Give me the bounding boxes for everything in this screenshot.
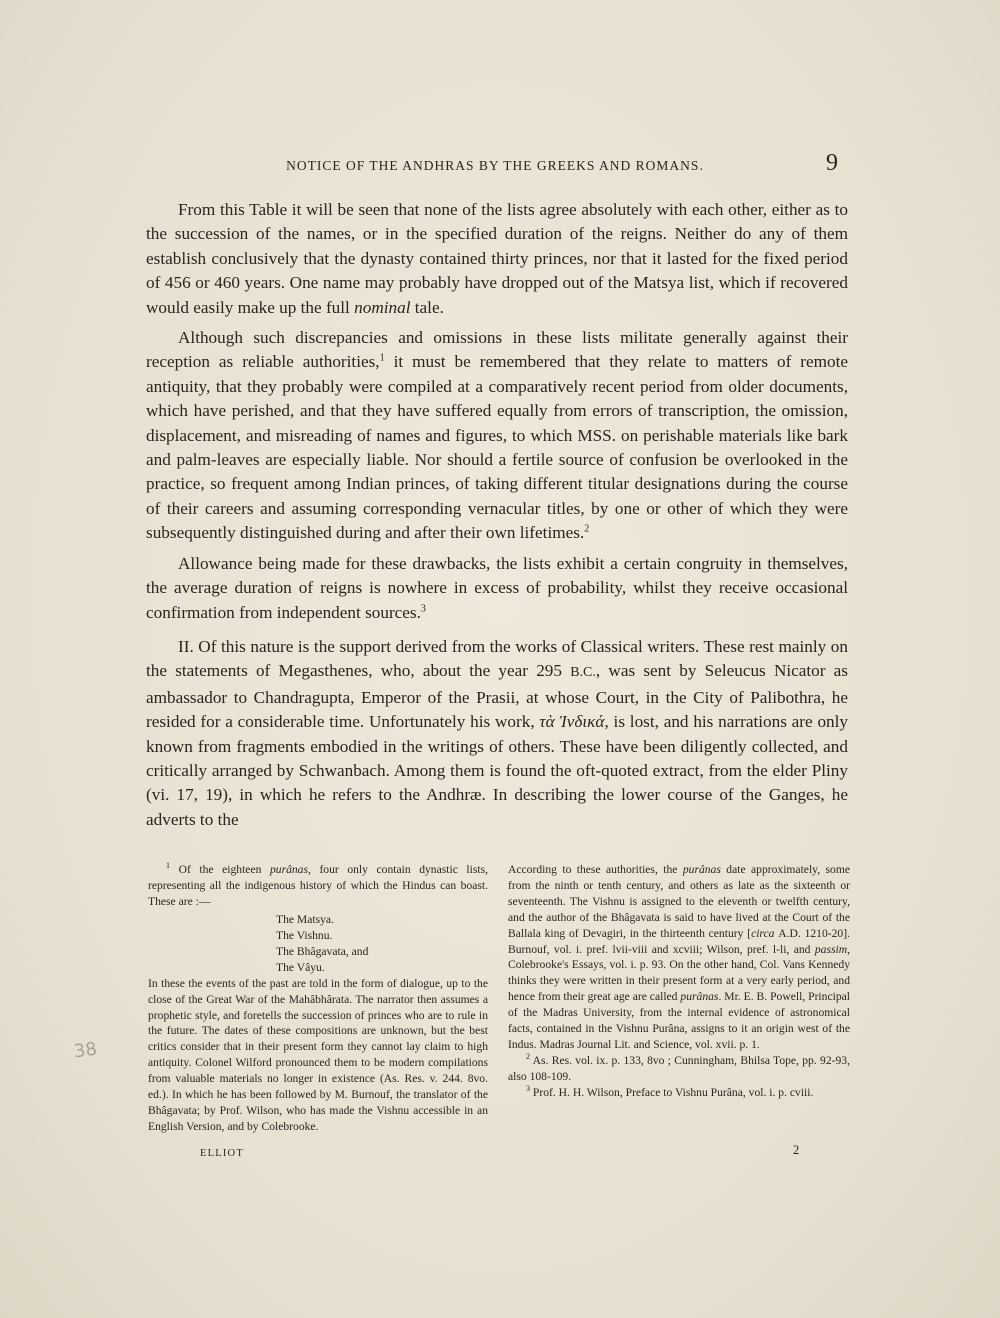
footnote-1-cont-text-a: According to these authorities, the xyxy=(508,863,678,876)
footnote-ref-2: 2 xyxy=(584,523,590,535)
paragraph-3 xyxy=(146,552,848,625)
footnote-1-text-b: , four only contain dynastic lists, representing all the indigenous history of which the Hindus can boast. These are :— xyxy=(148,863,488,908)
footnote-1-cont-puranas: purânas xyxy=(682,863,721,876)
paragraph-2-text-a: Although such discrepancies and omissions in these lists militate generally against their reception as reliable authorities, xyxy=(146,328,848,372)
footnote-1-cont-text-d: , Colebrooke's Essays, vol. i. p. 93. On the other hand, Col. Vans Kennedy thinks they were written in their present form at a very early period, and hence from their great age are called xyxy=(508,942,850,1004)
paragraph-2 xyxy=(146,326,848,546)
footnote-1-cont-circa: circa xyxy=(751,926,775,940)
paragraph-1-end: tale. xyxy=(414,297,444,317)
footnote-1 xyxy=(148,862,488,910)
footnote-3 xyxy=(508,1085,850,1101)
greek-title: τὰ Ἰνδικά xyxy=(539,712,605,732)
footnote-1-continued: In these the events of the past are told in the form of dialogue, up to the close of the Great War of the Mahâbhârata. The narrator then assumes a prophetic style, and foretells the succession of princes who are to rule in the future. The dates of these compositions are unknown, but the best critics consider that in their present form they cannot lay claim to high antiquity. Colonel Wilford pronounced them to be modern compilations from valuable materials no longer in existence (As. Res. v. 244. 8vo. ed.). In which he has been followed by M. Burnouf, the translator of the Bhâgavata; by Prof. Wilson, who has made the Vishnu accessible in an English Version, and by Colebrooke. xyxy=(148,976,488,1133)
footnote-2-mark: 2 xyxy=(526,1052,530,1062)
footnote-1-cont-text-c: 1210-20]. Burnouf, vol. i. pref. lvii-viii and xcviii; Wilson, pref. l-li, and xyxy=(508,926,850,956)
sheet-number: 2 xyxy=(793,1143,800,1157)
purana-list-item: The Bhâgavata, and xyxy=(276,944,369,958)
emphasis-nominal: nominal xyxy=(354,297,411,317)
footnote-1-text-a: Of the eighteen xyxy=(178,863,262,876)
pencil-annotation: 38 xyxy=(72,1038,99,1063)
paragraph-1 xyxy=(146,198,848,320)
running-title: NOTICE OF THE ANDHRAS BY THE GREEKS AND ROMANS. xyxy=(286,158,704,173)
paragraph-2-text-b: it must be remembered that they relate to matters of remote antiquity, that they probably were compiled at a comparatively recent period from older documents, which have perished, and that they have suffered equally from errors of transcription, the omission, displacement, and misreading of names and figures, to which MSS. on perishable materials like bark and palm-leaves are especially liable. Nor should a fertile source of confusion be overlooked in the practice, so frequent among Indian princes, of taking different titular designations during the course of their careers and assuming corresponding vernacular titles, by one or other of which they were subsequently distinguished during and after their own lifetimes. xyxy=(146,352,849,543)
bc-abbrev: B.C. xyxy=(570,665,596,681)
printer-signature: ELLIOT xyxy=(200,1148,244,1159)
paragraph-4-text-b: , was sent by Seleucus Nicator as ambassador to Chandragupta, Emperor of the Prasii, at whose Court, in the City of Palibothra, he resided for a considerable time. Unfortunately his work, xyxy=(146,661,849,732)
footnotes-left-column xyxy=(148,862,488,1135)
paragraph-4-text-c: , is lost, and his narrations are only known from fragments embodied in the writings of others. These have been diligently collected, and critically arranged by Schwanbach. Among them is found the oft-quoted extract, from the elder Pliny (vi. 17, 19), in which he refers to the Andhræ. In describing the lower course of the Ganges, he adverts to the xyxy=(146,712,849,829)
footnote-3-mark: 3 xyxy=(526,1083,530,1093)
paragraph-4 xyxy=(146,635,848,832)
purana-list-item: The Vishnu. xyxy=(276,928,333,942)
footnote-2 xyxy=(508,1053,850,1085)
main-text xyxy=(146,198,848,838)
footnote-ref-1: 1 xyxy=(379,352,385,364)
page-number: 9 xyxy=(826,150,838,176)
paragraph-4-text-a: II. Of this nature is the support derived from the works of Classical writers. These rest mainly on the statements of Megasthenes, who, about the year 295 xyxy=(146,636,848,681)
purana-list-item: The Matsya. xyxy=(276,912,334,926)
footnote-1-continuation xyxy=(508,862,850,1053)
paragraph-3-text: Allowance being made for these drawbacks, the lists exhibit a certain congruity in themselves, the average duration of reigns is nowhere in excess of probability, whilst they receive occasional confirmation from independent sources. xyxy=(146,553,848,622)
purana-list xyxy=(276,912,488,976)
footnote-1-cont-ad: A.D. xyxy=(778,926,801,940)
footnote-2-text: As. Res. vol. ix. p. 133, 8vo ; Cunningham, Bhilsa Tope, pp. 92-93, also 108-109. xyxy=(508,1053,850,1083)
footnote-1-cont-text-b: date approximately, some from the ninth or tenth century, and others as late as the sixteenth or seventeenth. The Vishnu is assigned to the eleventh or twelfth century, and the author of the Bhâgavata is said to have lived at the Court of the Ballala king of Devagiri, in the thirteenth century [ xyxy=(508,863,850,940)
footnote-1-mark: 1 xyxy=(166,861,170,871)
footnote-ref-3: 3 xyxy=(420,602,426,614)
footnotes-right-column xyxy=(508,862,850,1101)
purana-list-item: The Vâyu. xyxy=(276,960,325,974)
footnote-3-text: Prof. H. H. Wilson, Preface to Vishnu Purâna, vol. i. p. cviii. xyxy=(532,1085,814,1099)
footnote-1-cont-passim: passim xyxy=(814,942,848,956)
footnote-1-cont-puranas-2: purânas xyxy=(680,990,719,1004)
footnote-1-cont-text-e: . Mr. E. B. Powell, Principal of the Madras University, from the internal evidence of astronomical facts, contained in the Vishnu Purâna, assigns to it an origin west of the Indus. Madras Journal Lit. and Science, vol. xvii. p. 1. xyxy=(508,990,850,1051)
paragraph-1-text: From this Table it will be seen that none of the lists agree absolutely with each other, either as to the succession of the names, or in the specified duration of the reigns. Neither do any of them establish conclusively that the dynasty contained thirty princes, nor that it lasted for the fixed period of 456 or 460 years. One name may probably have dropped out of the Matsya list, which if recovered would easily make up the full xyxy=(146,200,848,317)
footnote-1-puranas: purânas xyxy=(269,863,308,876)
